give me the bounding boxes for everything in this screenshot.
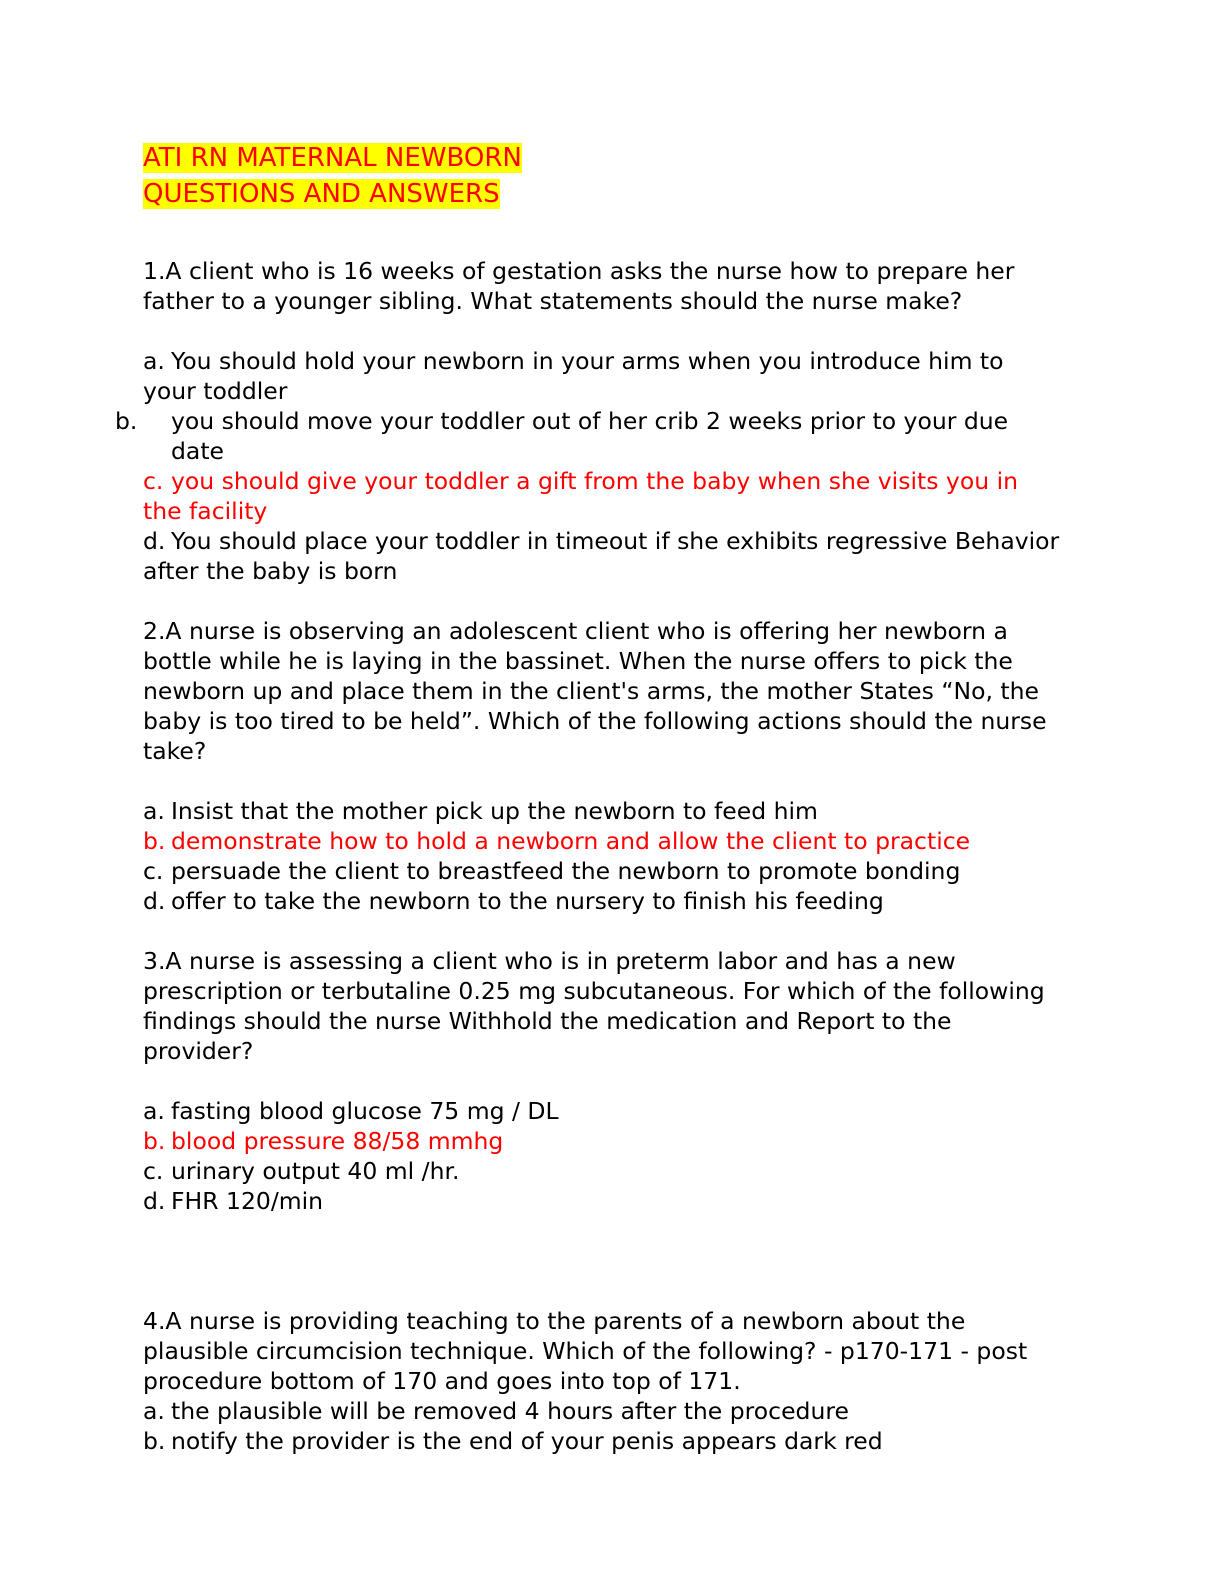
option-letter: a. bbox=[143, 1097, 165, 1125]
option-1d bbox=[143, 526, 1063, 586]
option-3b-correct-answer bbox=[143, 1126, 1063, 1156]
option-text: FHR 120/min bbox=[171, 1187, 324, 1215]
option-letter: b. bbox=[143, 1127, 166, 1155]
option-text: You should place your toddler in timeout if she exhibits regressive Behavior after the baby is born bbox=[143, 527, 1060, 585]
question-number: 1. bbox=[143, 257, 166, 285]
option-text: you should move your toddler out of her crib 2 weeks prior to your due date bbox=[171, 407, 1009, 465]
option-1a bbox=[143, 346, 1063, 406]
option-4a bbox=[143, 1396, 1063, 1426]
option-2c bbox=[143, 856, 1063, 886]
option-1b bbox=[115, 406, 1063, 466]
option-letter: b. bbox=[143, 827, 166, 855]
question-3 bbox=[143, 946, 1063, 1066]
option-letter: d. bbox=[143, 887, 166, 915]
option-letter: b. bbox=[115, 407, 138, 435]
question-2 bbox=[143, 616, 1063, 766]
option-text: the plausible will be removed 4 hours after the procedure bbox=[171, 1397, 849, 1425]
document-page bbox=[115, 140, 1063, 1456]
option-2d bbox=[143, 886, 1063, 916]
option-text: blood pressure 88/58 mmhg bbox=[171, 1127, 504, 1155]
question-4 bbox=[143, 1306, 1063, 1396]
option-1c-correct-answer bbox=[143, 466, 1063, 526]
option-2a bbox=[143, 796, 1063, 826]
question-number: 3. bbox=[143, 947, 166, 975]
option-text: you should give your toddler a gift from the baby when she visits you in the facility bbox=[143, 467, 1018, 525]
option-text: persuade the client to breastfeed the newborn to promote bonding bbox=[171, 857, 961, 885]
title-line-1: ATI RN MATERNAL NEWBORN bbox=[143, 143, 522, 173]
option-3a bbox=[143, 1096, 1063, 1126]
option-text: fasting blood glucose 75 mg / DL bbox=[171, 1097, 559, 1125]
document-title bbox=[143, 140, 1063, 212]
question-number: 4. bbox=[143, 1307, 166, 1335]
option-text: You should hold your newborn in your arms when you introduce him to your toddler bbox=[143, 347, 1004, 405]
option-letter: a. bbox=[143, 797, 165, 825]
option-letter: a. bbox=[143, 1397, 165, 1425]
option-text: Insist that the mother pick up the newborn to feed him bbox=[171, 797, 818, 825]
option-text: notify the provider is the end of your penis appears dark red bbox=[171, 1427, 883, 1455]
option-3c bbox=[143, 1156, 1063, 1186]
option-text: demonstrate how to hold a newborn and allow the client to practice bbox=[171, 827, 971, 855]
option-text: offer to take the newborn to the nursery to finish his feeding bbox=[171, 887, 884, 915]
question-1 bbox=[143, 256, 1063, 316]
option-letter: c. bbox=[143, 1157, 164, 1185]
option-letter: a. bbox=[143, 347, 165, 375]
question-text: A client who is 16 weeks of gestation asks the nurse how to prepare her father to a younger sibling. What statements should the nurse make? bbox=[143, 257, 1015, 315]
option-letter: d. bbox=[143, 1187, 166, 1215]
question-text: A nurse is assessing a client who is in preterm labor and has a new prescription or terbutaline 0.25 mg subcutaneous. For which of the following findings should the nurse Withhold the medication and Report to the provider? bbox=[143, 947, 1045, 1065]
option-letter: c. bbox=[143, 467, 164, 495]
question-text: A nurse is observing an adolescent client who is offering her newborn a bottle while he is laying in the bassinet. When the nurse offers to pick the newborn up and place them in the client's arms, the mother States “No, the baby is too tired to be held”. Which of the following actions should the nurse take? bbox=[143, 617, 1047, 765]
option-2b-correct-answer bbox=[143, 826, 1063, 856]
option-3d bbox=[143, 1186, 1063, 1216]
question-text: A nurse is providing teaching to the parents of a newborn about the plausible circumcision technique. Which of the following? - p170-171 - post procedure bottom of 170 and goes into top of 171. bbox=[143, 1307, 1028, 1395]
option-letter: d. bbox=[143, 527, 166, 555]
title-line-2: QUESTIONS AND ANSWERS bbox=[143, 179, 500, 209]
option-4b bbox=[143, 1426, 1063, 1456]
question-number: 2. bbox=[143, 617, 166, 645]
option-letter: b. bbox=[143, 1427, 166, 1455]
option-text: urinary output 40 ml /hr. bbox=[171, 1157, 460, 1185]
option-letter: c. bbox=[143, 857, 164, 885]
